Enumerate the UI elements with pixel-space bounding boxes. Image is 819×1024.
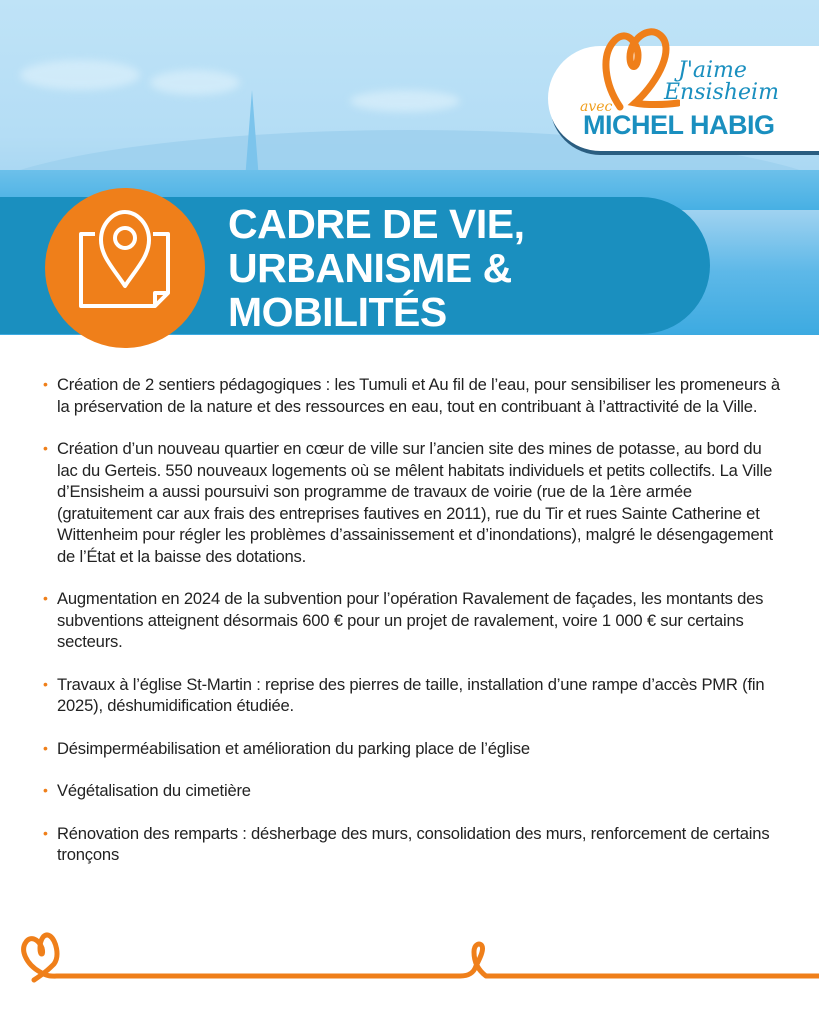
list-item-text: Végétalisation du cimetière [57,781,251,800]
bullet-icon: • [43,824,48,841]
church-spire [245,90,259,180]
map-pin-icon [73,206,178,316]
section-title [228,202,525,334]
achievements-list [43,374,783,887]
list-item-text: Création de 2 sentiers pédagogiques : les Tumuli et Au fil de l’eau, pour sensibiliser les promeneurs à la préservation de la nature et des ressources en eau, tout en contribuant à l’attractivité de la Ville. [57,375,780,416]
section-icon-circle [45,188,205,348]
list-item-text: Travaux à l’église St-Martin : reprise des pierres de taille, installation d’une rampe d’accès PMR (fin 2025), déshumidification étudiée. [57,674,765,715]
list-item [43,374,783,417]
bullet-icon: • [43,739,48,756]
list-item [43,780,783,802]
list-item-text: Création d’un nouveau quartier en cœur de ville sur l’ancien site des mines de potasse, au bord du lac du Gerteis. 550 nouveaux logements où se mêlent habitats individuels et petits collectifs. La Ville d’Ensisheim a aussi poursuivi son programme de travaux de voirie (rue de la 1ère armée (gratuitement car aux frais des entreprises fautives en 2011), rue du Tir et rues Sainte Catherine et Wittenheim pour régler les problèmes d’assainissement et d’inondations), malgré le désengagement de l’État et la baisse des dotations. [57,439,773,566]
bullet-icon: • [43,440,48,456]
list-item [43,674,783,717]
logo-name: MICHEL HABIG [583,110,775,140]
bullet-icon: • [43,590,48,606]
list-item [43,438,783,567]
logo-tagline-2: Ensisheim [664,80,779,105]
cloud [350,90,460,112]
list-item [43,738,783,760]
title-line: URBANISME & [228,245,512,291]
list-item-text: Désimperméabilisation et amélioration du parking place de l’église [57,738,530,758]
list-item [43,588,783,653]
footer-heart-line-decoration [0,920,819,990]
title-line: CADRE DE VIE, [228,201,525,247]
bullet-icon: • [43,376,48,392]
cloud [150,70,240,95]
logo-tagline-1: J'aime [678,58,747,83]
list-item [43,823,783,866]
title-line: MOBILITÉS [228,289,447,335]
cloud [20,60,140,90]
bullet-icon: • [43,782,48,798]
logo-avec: avec [580,99,613,115]
bullet-icon: • [43,675,48,692]
list-item-text: Augmentation en 2024 de la subvention pour l’opération Ravalement de façades, les montants des subventions atteignent désormais 600 € pour un projet de ravalement, voire 1 000 € sur certains secteurs. [57,589,764,651]
list-item-text: Rénovation des remparts : désherbage des murs, consolidation des murs, renforcement de certains tronçons [57,823,770,864]
